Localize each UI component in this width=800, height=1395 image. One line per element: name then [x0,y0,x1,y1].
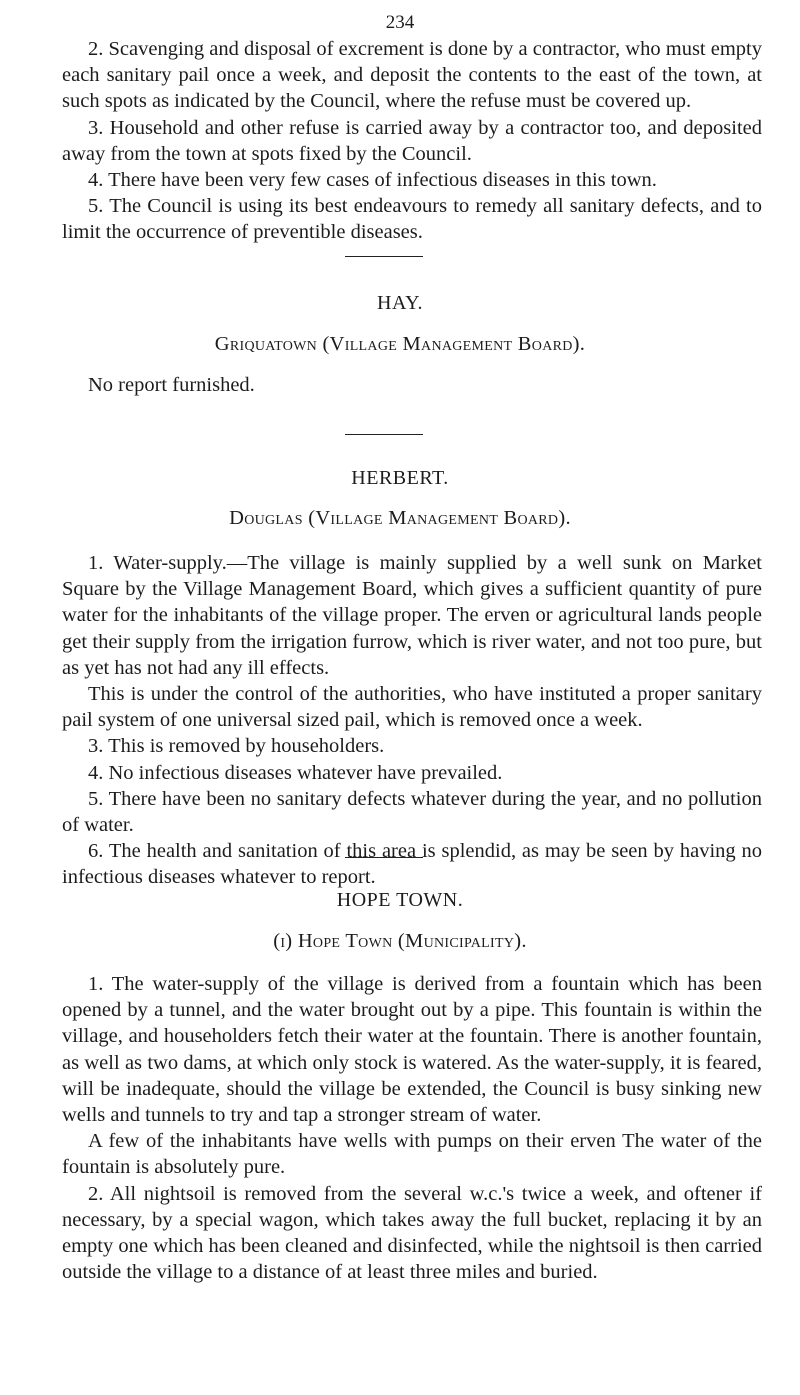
paragraph-no-defects: 5. There have been no sanitary defects whatever during the year, and no pollution of water. [62,787,762,837]
heading-hope-town: HOPE TOWN. [336,889,464,911]
section-continuation [62,36,762,246]
paragraph-nightsoil: 2. All nightsoil is removed from the several w.c.'s twice a week, and oftener if necessary, by a special wagon, which takes away the full bucket, replacing it by an empty one which has been cleaned and disinfected, while the nightsoil is then carried outside the village to a distance of at least three miles and buried. [62,1182,762,1284]
paragraph-health-sanitation: 6. The health and sanitation of this area is splendid, as may be seen by having no infectious diseases whatever to report. [62,840,762,889]
paragraph-fountain-water-supply: 1. The water-supply of the village is derived from a fountain which has been opened by a tunnel, and the water brought out by a pipe. This fountain is within the village, and householders fetch their water at the fountain. There is another fountain, as well as two dams, at which only stock is watered. As the water-supply, it is feared, will be inadequate, should the village be extended, the Council is busy sinking new wells and tunnels to try and tap a stronger stream of water. [62,973,762,1127]
section-herbert [62,550,762,891]
paragraph-infectious-diseases: 4. There have been very few cases of infectious diseases in this town. [88,169,657,192]
paragraph-wells-pumps: A few of the inhabitants have wells with pumps on their erven The water of the fountain is absolutely pure. [62,1130,762,1179]
section-divider [345,256,423,257]
section-hope-town [62,971,762,1285]
subheading-hope-town-municipality: (i) Hope Town (Municipality). [273,930,527,952]
paragraph-water-supply: 1. Water-supply.—The village is mainly supplied by a well sunk on Market Square by the Village Management Board, which gives a sufficient quantity of pure water for the inhabitants of the village proper. The erven or agricultural lands people get their supply from the irrigation furrow, which is river water, and not too pure, but as yet has not had any ill effects. [62,552,762,679]
heading-herbert: HERBERT. [351,467,449,489]
heading-hay: HAY. [377,292,423,314]
paragraph-householders: 3. This is removed by householders. [88,735,385,758]
subheading-griquatown: Griquatown (Village Management Board). [214,333,586,355]
paragraph-household-refuse: 3. Household and other refuse is carried away by a contractor too, and deposited away from the town at spots fixed by the Council. [62,116,762,165]
subheading-douglas: Douglas (Village Management Board). [229,507,571,529]
paragraph-council-endeavours: 5. The Council is using its best endeavours to remedy all sanitary defects, and to limit the occurrence of preventible diseases. [62,195,762,244]
page-number: 234 [385,12,415,33]
paragraph-no-report: No report furnished. [88,374,255,396]
section-hay [62,372,762,398]
section-divider [345,434,423,435]
section-divider [345,857,423,858]
paragraph-pail-system: This is under the control of the authorities, who have instituted a proper sanitary pail system of one universal sized pail, which is removed once a week. [62,683,762,732]
paragraph-no-infectious: 4. No infectious diseases whatever have prevailed. [88,761,503,784]
paragraph-scavenging: 2. Scavenging and disposal of excrement is done by a contractor, who must empty each sanitary pail once a week, and deposit the contents to the east of the town, at such spots as indicated by the Council, where the refuse must be covered up. [62,38,762,113]
